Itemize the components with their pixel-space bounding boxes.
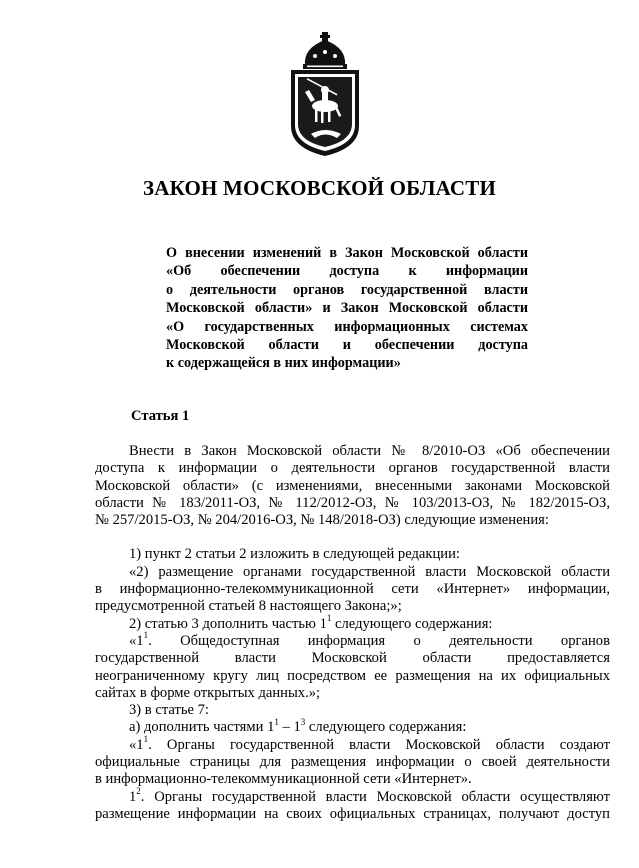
- body-line: сайтах в форме открытых данных.»;: [95, 684, 321, 701]
- body-line: официальные страницы для размещения информации о своей деятельности: [95, 754, 610, 771]
- body-line: государственной власти Московской области предоставляется: [95, 650, 610, 667]
- subtitle-line: к содержащейся в них информации»: [166, 355, 401, 372]
- body-line: предусмотренной статьей 8 настоящего Закона;»;: [95, 598, 402, 615]
- coat-of-arms-emblem: [285, 30, 365, 158]
- body-line: 3) в статье 7:: [129, 702, 209, 719]
- body-line: неограниченному кругу лиц посредством ее размещения на их официальных: [95, 667, 610, 684]
- body-line: области № 183/2011-ОЗ, № 112/2012-ОЗ, № 103/2013-ОЗ, № 182/2015-ОЗ,: [95, 494, 610, 511]
- body-line: размещение информации на своих официальных страницах, получают доступ: [95, 805, 610, 822]
- body-line: № 257/2015-ОЗ, № 204/2016-ОЗ, № 148/2018-ОЗ) следующие изменения:: [95, 512, 549, 529]
- body-line: «$1^1$. Общедоступная информация о деятельности органов: [129, 630, 610, 649]
- subtitle-line: о деятельности органов государственной власти: [166, 281, 528, 298]
- subtitle-line: О внесении изменений в Закон Московской области: [166, 245, 528, 261]
- body-line: а) дополнить частями $1^1 - 1^3$ следующего содержания:: [129, 716, 467, 736]
- subtitle-line: Московской области» и Закон Московской области: [166, 300, 528, 317]
- body-line: в информационно-телекоммуникационной сети «Интернет».: [95, 771, 472, 788]
- body-line: Московской области» (с изменениями, внесенными законами Московской: [95, 477, 610, 494]
- subtitle-line: «Об обеспечении доступа к информации: [166, 263, 528, 280]
- article-body: [95, 443, 610, 823]
- body-line: 1) пункт 2 статьи 2 изложить в следующей редакции:: [129, 546, 460, 563]
- subtitle-line: Московской области и обеспечении доступа: [166, 337, 528, 354]
- document-subtitle: [166, 244, 528, 373]
- body-line: $1^2$. Органы государственной власти Московской области осуществляют: [129, 785, 610, 805]
- subtitle-line: «О государственных информационных системах: [166, 318, 528, 335]
- paragraph-gap: [95, 529, 610, 546]
- body-line: Внести в Закон Московской области № 8/2010-ОЗ «Об обеспечении: [129, 443, 610, 459]
- document-title: ЗАКОН МОСКОВСКОЙ ОБЛАСТИ: [142, 176, 497, 200]
- article-heading: Статья 1: [131, 408, 190, 424]
- body-line: 2) статью 3 дополнить частью $1^1$ следующего содержания:: [129, 612, 493, 632]
- body-line: «2) размещение органами государственной власти Московской области: [129, 563, 610, 580]
- body-line: в информационно-телекоммуникационной сети «Интернет» информации,: [95, 581, 610, 598]
- body-line: «$1^1$. Органы государственной власти Московской области создают: [129, 733, 610, 753]
- body-line: доступа к информации о деятельности органов государственной власти: [95, 460, 610, 477]
